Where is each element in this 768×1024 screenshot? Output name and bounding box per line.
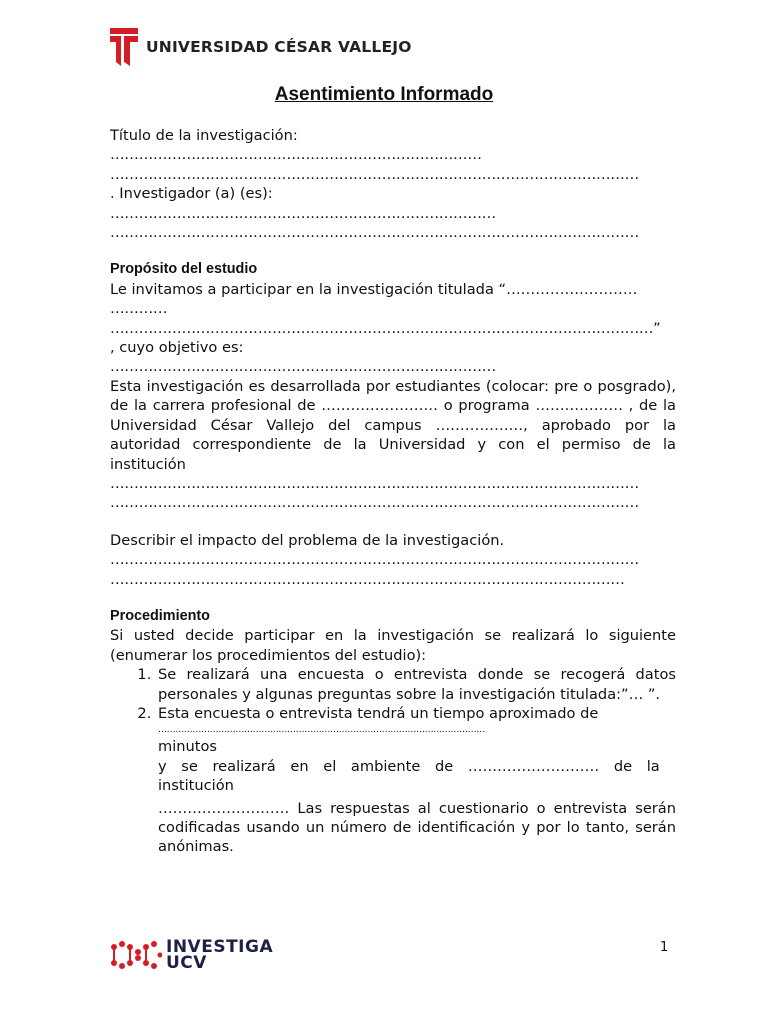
item2-ambiente: y se realizará en el ambiente de ……………………… de la	[158, 757, 660, 775]
procedimiento-heading: Procedimiento	[110, 607, 210, 624]
proposito-paragraph: Esta investigación es desarrollada por estudiantes (colocar: pre o posgrado), de la carrera profesional de …………………… o programa ……………… , de la Universidad César Vallejo del campus ………………, aprobado por la autoridad correspondiente de la Universidad y con el permiso de la institución	[110, 377, 676, 473]
document-title: Asentimiento Informado	[274, 84, 494, 105]
proposito-line-1: Le invitamos a participar en la investigación titulada “………………………	[110, 280, 638, 298]
dna-helix-icon	[110, 938, 162, 972]
proposito-heading: Propósito del estudio	[110, 261, 258, 278]
item2-institucion: institución	[158, 777, 234, 795]
investiga-ucv-text	[166, 939, 273, 971]
procedimiento-item-2: 2. Esta encuesta o entrevista tendrá un tiempo aproximado de	[156, 704, 676, 723]
investigador-label: . Investigador (a) (es):	[110, 185, 273, 203]
impacto-dots-b: ………………………………………………………………………………………………	[110, 570, 625, 588]
procedimiento-item-1: 1. Se realizará una encuesta o entrevista donde se recogerá datos personales y algunas preguntas sobre la investigación titulada:”… ”.	[156, 665, 676, 704]
university-name: UNIVERSIDAD CÉSAR VALLEJO	[146, 38, 412, 56]
titulo-dots-2: …………………………………………………………………………………………………	[110, 165, 639, 183]
proposito-dots-b: …………………………………………………………………………………………………	[110, 494, 639, 512]
investiga-text: INVESTIGA	[166, 937, 274, 957]
item2-rest: ……………………… Las respuestas al cuestionario o entrevista serán codificadas usando un número de identificación y por lo tanto, serán anónimas.	[158, 799, 676, 856]
proposito-line-2: …………	[110, 300, 168, 318]
proposito-line-5: ………………………………………………………………………	[110, 358, 496, 376]
investigador-dots-1: ………………………………………………………………………	[110, 204, 496, 222]
investigador-dots-2: …………………………………………………………………………………………………	[110, 224, 639, 242]
university-logo	[108, 26, 412, 68]
item2-minutos: minutos	[158, 738, 218, 756]
procedimiento-intro: Si usted decide participar en la investigación se realizará lo siguiente (enumerar los procedimientos del estudio):	[110, 627, 676, 664]
item2-dots: ……………………………………………………………………………………………………	[158, 725, 485, 736]
proposito-line-4: , cuyo objetivo es:	[110, 339, 244, 357]
proposito-line-3: ……………………………………………………………………………………………………”	[110, 319, 661, 337]
page-number: 1	[660, 940, 669, 955]
procedimiento-list	[110, 665, 676, 723]
impacto-dots-a: …………………………………………………………………………………………………	[110, 551, 639, 569]
impacto-label: Describir el impacto del problema de la investigación.	[110, 531, 505, 549]
titulo-label: Título de la investigación:	[110, 127, 298, 144]
ucv-crest-icon	[108, 26, 140, 68]
proposito-dots-a: …………………………………………………………………………………………………	[110, 474, 639, 492]
ucv-text: UCV	[166, 953, 207, 973]
investiga-ucv-logo	[110, 938, 273, 972]
document-body	[110, 126, 676, 857]
titulo-dots-1: ……………………………………………………………………	[110, 146, 482, 164]
